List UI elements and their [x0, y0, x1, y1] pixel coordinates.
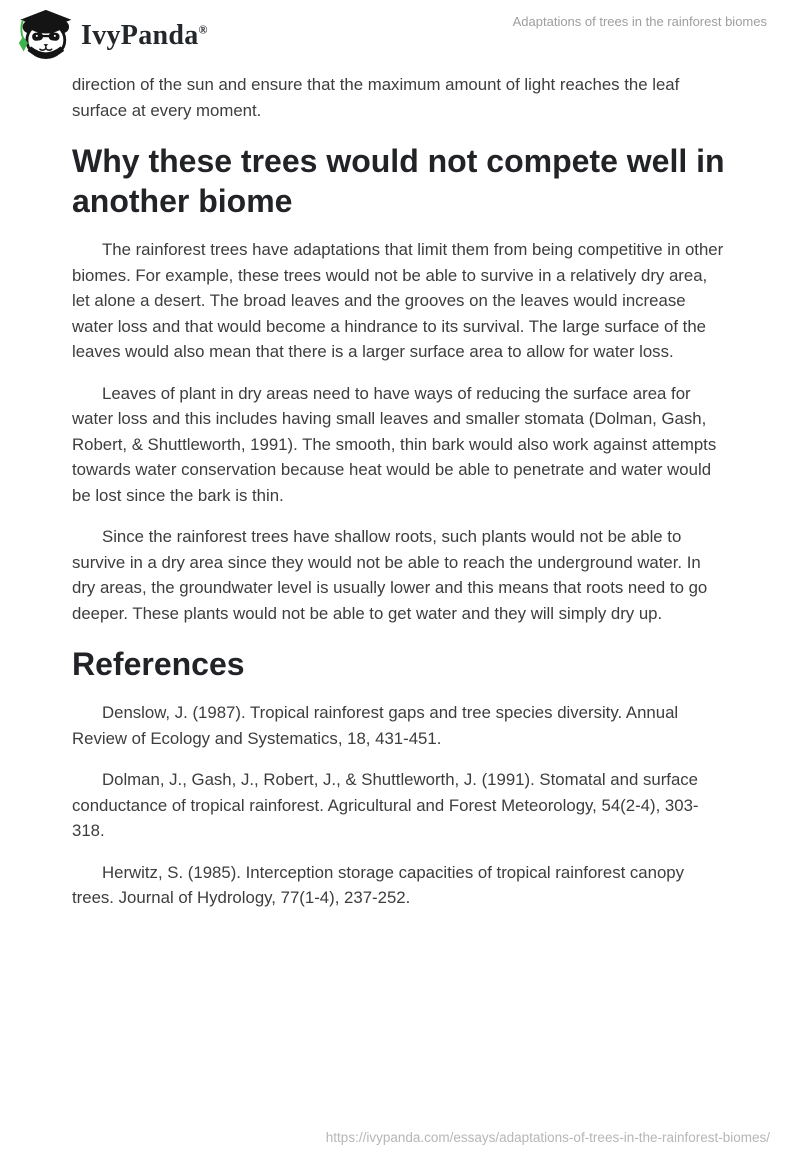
reference-entry: Denslow, J. (1987). Tropical rainforest gaps and tree species diversity. Annual Review of Ecology and Systematics, 18, 431-451. — [72, 703, 679, 748]
section-heading: Why these trees would not compete well in another biome — [72, 143, 725, 219]
logo-wordmark — [81, 18, 208, 50]
ivypanda-logo — [14, 7, 208, 60]
page-header — [0, 0, 800, 66]
panda-graduation-cap-icon — [14, 7, 72, 60]
source-url: https://ivypanda.com/essays/adaptations-of-trees-in-the-rainforest-biomes/ — [325, 1129, 770, 1145]
references-heading: References — [72, 646, 245, 682]
document-title-header: Adaptations of trees in the rainforest biomes — [512, 14, 767, 29]
logo-site-name: IvyPanda — [81, 19, 199, 51]
reference-entry: Dolman, J., Gash, J., Robert, J., & Shuttleworth, J. (1991). Stomatal and surface conductance of tropical rainforest. Agricultural and Forest Meteorology, 54(2-4), 303-318. — [72, 770, 699, 840]
body-paragraph: Leaves of plant in dry areas need to have ways of reducing the surface area for water loss and this includes having small leaves and smaller stomata (Dolman, Gash, Robert, & Shuttleworth, 1991). The smooth, thin bark would also work against attempts towards water conservation because heat would be able to penetrate and water would be lost since the bark is thin. — [72, 383, 717, 505]
paragraph-continuation: direction of the sun and ensure that the maximum amount of light reaches the leaf surface at every moment. — [72, 75, 680, 120]
body-paragraph: Since the rainforest trees have shallow roots, such plants would not be able to survive in a dry area since they would not be able to reach the underground water. In dry areas, the groundwater level is usually lower and this means that roots need to go deeper. These plants would not be able to get water and they will simply dry up. — [72, 527, 708, 623]
body-paragraph: The rainforest trees have adaptations that limit them from being competitive in other biomes. For example, these trees would not be able to survive in a relatively dry area, let alone a desert. The broad leaves and the grooves on the leaves would increase water loss and that would become a hindrance to its survival. The large surface of the leaves would also mean that there is a larger surface area to allow for water loss. — [72, 240, 724, 361]
reference-entry: Herwitz, S. (1985). Interception storage capacities of tropical rainforest canopy trees. Journal of Hydrology, 77(1-4), 237-252. — [72, 862, 685, 907]
essay-body — [0, 66, 800, 927]
registered-trademark-symbol: ® — [198, 22, 208, 37]
